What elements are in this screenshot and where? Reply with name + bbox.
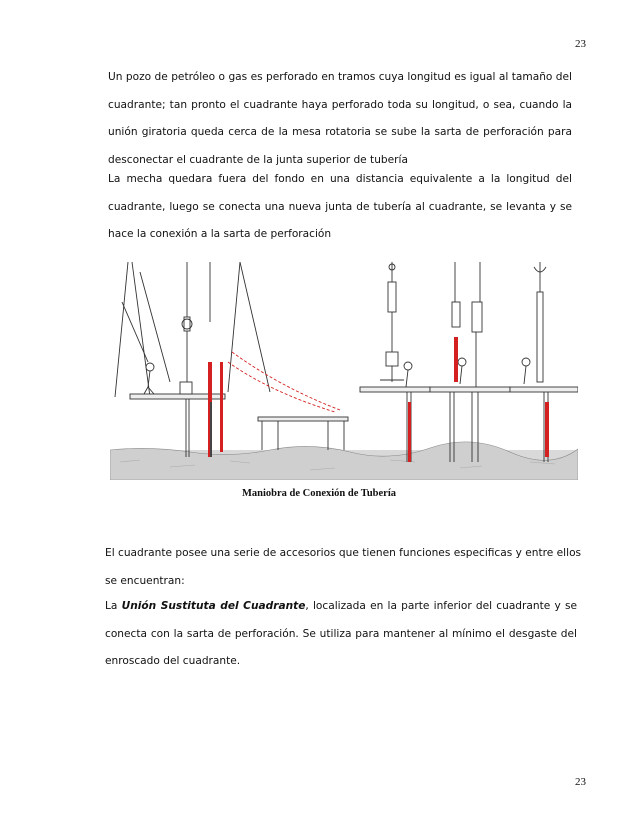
paragraph-2-line: hace la conexión a la sarta de perforación bbox=[108, 228, 332, 240]
paragraph-4-first-line bbox=[105, 593, 577, 621]
scene-5 bbox=[510, 262, 578, 462]
kelly-saver-sub-term: Unión Sustituta del Cuadrante bbox=[121, 600, 306, 612]
red-kelly-5 bbox=[408, 402, 411, 462]
red-kelly-2 bbox=[454, 337, 458, 382]
paragraph-1-line: desconectar el cuadrante de la junta superior de tubería bbox=[108, 153, 408, 166]
paragraph-2-line: cuadrante, luego se conecta una nueva junta de tubería al cuadrante, se levanta y se bbox=[108, 200, 572, 213]
red-kelly-4 bbox=[545, 402, 549, 457]
paragraph-4-line: enroscado del cuadrante. bbox=[105, 655, 241, 667]
page-number-top: 23 bbox=[575, 38, 586, 50]
paragraph-1-line: cuadrante; tan pronto el cuadrante haya perforado toda su longitud, o sea, cuando la bbox=[108, 98, 572, 111]
scene-3 bbox=[360, 262, 430, 462]
paragraph-4-line: conecta con la sarta de perforación. Se utiliza para mantener al mínimo el desgaste del bbox=[105, 627, 577, 640]
paragraph-2-line: La mecha quedara fuera del fondo en una distancia equivalente a la longitud del bbox=[108, 173, 572, 185]
scene-2 bbox=[228, 262, 348, 450]
paragraph-3 bbox=[105, 540, 582, 595]
paragraph-1-line: unión giratoria queda cerca de la mesa rotatoria se sube la sarta de perforación para bbox=[108, 126, 572, 138]
paragraph-3-line: El cuadrante posee una serie de accesorios que tienen funciones especificas y entre ellos bbox=[105, 547, 582, 559]
paragraph-4-line1-rest: , localizada en la parte inferior del cuadrante y se bbox=[305, 600, 577, 612]
pipe-connection-illustration bbox=[110, 262, 578, 480]
paragraph-1-line: Un pozo de petróleo o gas es perforado en tramos cuya longitud es igual al tamaño del bbox=[108, 71, 572, 83]
paragraph-4-prefix: La bbox=[105, 600, 122, 612]
paragraph-4 bbox=[105, 593, 577, 676]
page-number-bottom: 23 bbox=[575, 776, 586, 788]
paragraph-2 bbox=[108, 166, 572, 249]
red-kelly-6 bbox=[220, 362, 223, 452]
scene-4 bbox=[430, 262, 510, 462]
paragraph-3-line: se encuentran: bbox=[105, 574, 185, 587]
figure-caption: Maniobra de Conexión de Tubería bbox=[241, 488, 397, 499]
paragraph-1 bbox=[108, 64, 572, 174]
